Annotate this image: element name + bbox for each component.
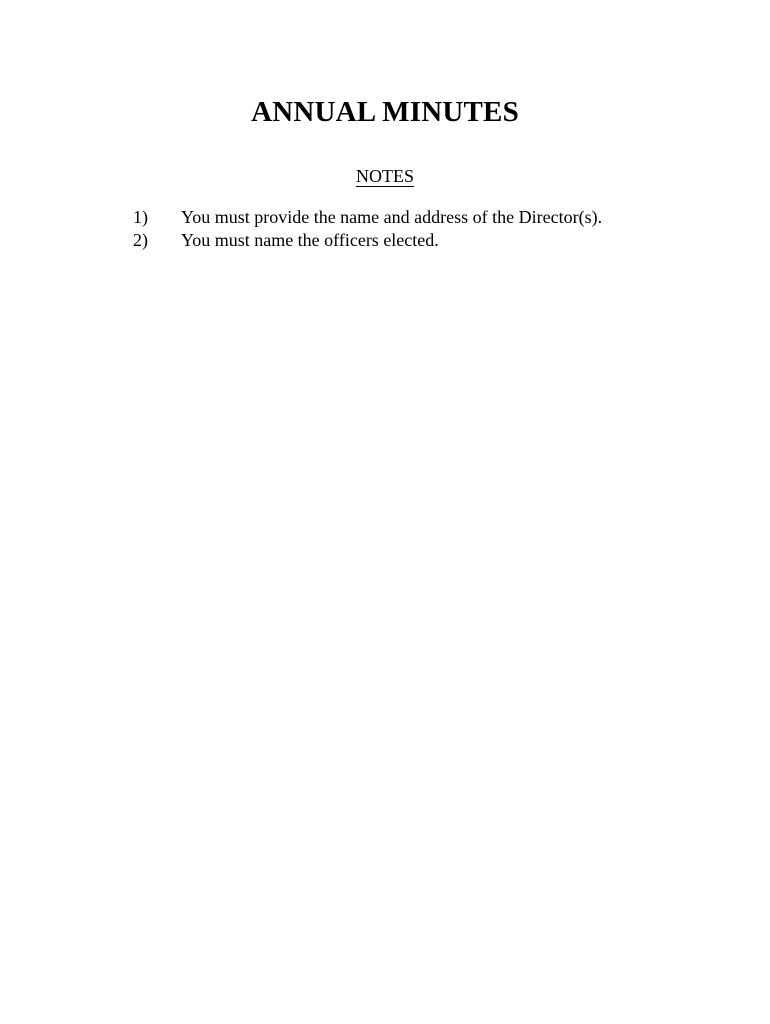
note-number: 2) <box>133 230 148 250</box>
note-text: You must name the officers elected. <box>181 230 439 250</box>
notes-heading-label: NOTES <box>356 166 414 186</box>
list-item <box>133 229 693 252</box>
notes-list <box>133 206 693 252</box>
list-item <box>133 206 693 229</box>
note-number: 1) <box>133 207 148 227</box>
notes-heading <box>0 164 770 188</box>
note-text: You must provide the name and address of the Director(s). <box>181 207 603 227</box>
document-title: ANNUAL MINUTES <box>251 96 519 128</box>
